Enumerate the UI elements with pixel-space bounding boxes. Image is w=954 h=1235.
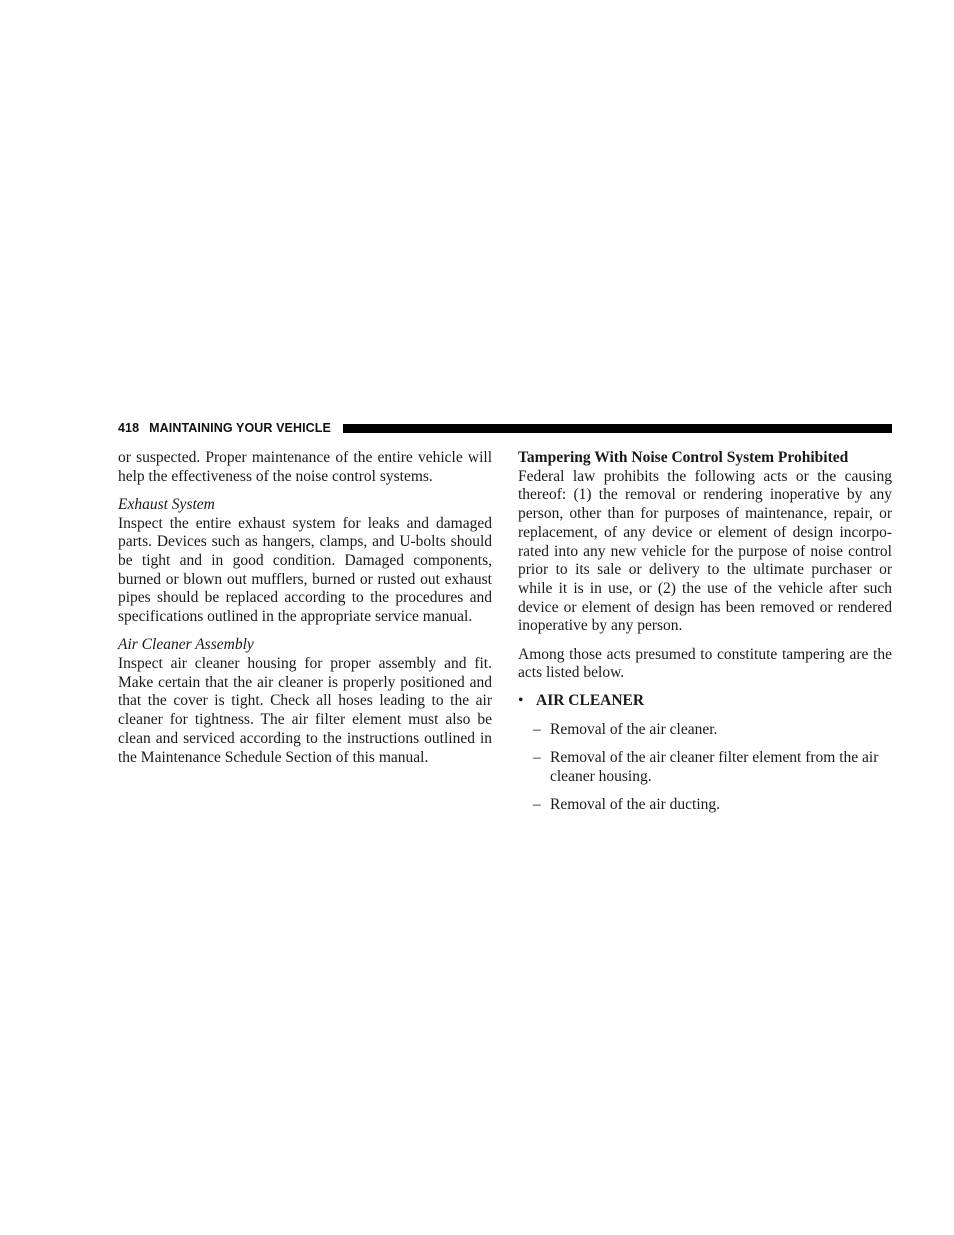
air-cleaner-heading: Air Cleaner Assembly <box>118 636 254 654</box>
list-item <box>533 796 892 815</box>
page-number: 418 <box>118 421 140 435</box>
air-cleaner-section <box>118 636 492 767</box>
exhaust-heading: Exhaust System <box>118 495 215 513</box>
page-header <box>118 420 892 436</box>
list-item-text: Removal of the air ducting. <box>550 795 721 813</box>
list-item <box>533 749 892 786</box>
tampering-body: Federal law prohibits the following acts or the causing thereof: (1) the removal or rendering inoperative by any person, other than for purposes of maintenance, repair, or replacement, of any device or element of design incorporated into any new vehicle for the purpose of noise control prior to its sale or delivery to the ultimate purchaser or while it is in use, or (2) the use of the vehicle after such device or element of design has been removed or rendered inoperative by any person. <box>518 467 892 635</box>
list-item-text: Removal of the air cleaner. <box>550 720 718 738</box>
exhaust-section <box>118 496 492 627</box>
dash-icon: – <box>533 748 541 766</box>
dash-icon: – <box>533 795 541 813</box>
tampering-section <box>518 449 892 636</box>
header-rule <box>343 424 892 433</box>
left-column <box>118 449 492 777</box>
intro-paragraph: or suspected. Proper maintenance of the entire vehicle will help the effectiveness of the noise control systems. <box>118 449 492 485</box>
list-item-text: Removal of the air cleaner filter element from the air cleaner housing. <box>550 748 879 785</box>
dash-icon: – <box>533 720 541 738</box>
bullet-item-air-cleaner <box>518 692 892 711</box>
air-cleaner-body: Inspect air cleaner housing for proper assembly and fit. Make certain that the air cleaner is properly positioned and that the cover is tight. Check all hoses leading to the air cleaner for tightness. The air filter element must also be clean and serviced according to the instructions outlined in the Maintenance Schedule Section of this manual. <box>118 655 492 766</box>
among-paragraph: Among those acts presumed to constitute tampering are the acts listed below. <box>518 645 892 682</box>
right-column <box>518 449 892 824</box>
bullet-label: AIR CLEANER <box>536 692 645 710</box>
tampering-heading: Tampering With Noise Control System Prohibited <box>518 449 849 466</box>
section-title: MAINTAINING YOUR VEHICLE <box>149 421 331 435</box>
exhaust-body: Inspect the entire exhaust system for leaks and damaged parts. Devices such as hangers, clamps, and U-bolts should be tight and in good condition. Damaged components, burned or blown out mufflers, burned or rusted out exhaust pipes should be replaced according to the procedures and specifications outlined in the appropriate service manual. <box>118 514 492 626</box>
list-item <box>533 721 892 740</box>
bullet-icon: • <box>518 692 524 710</box>
